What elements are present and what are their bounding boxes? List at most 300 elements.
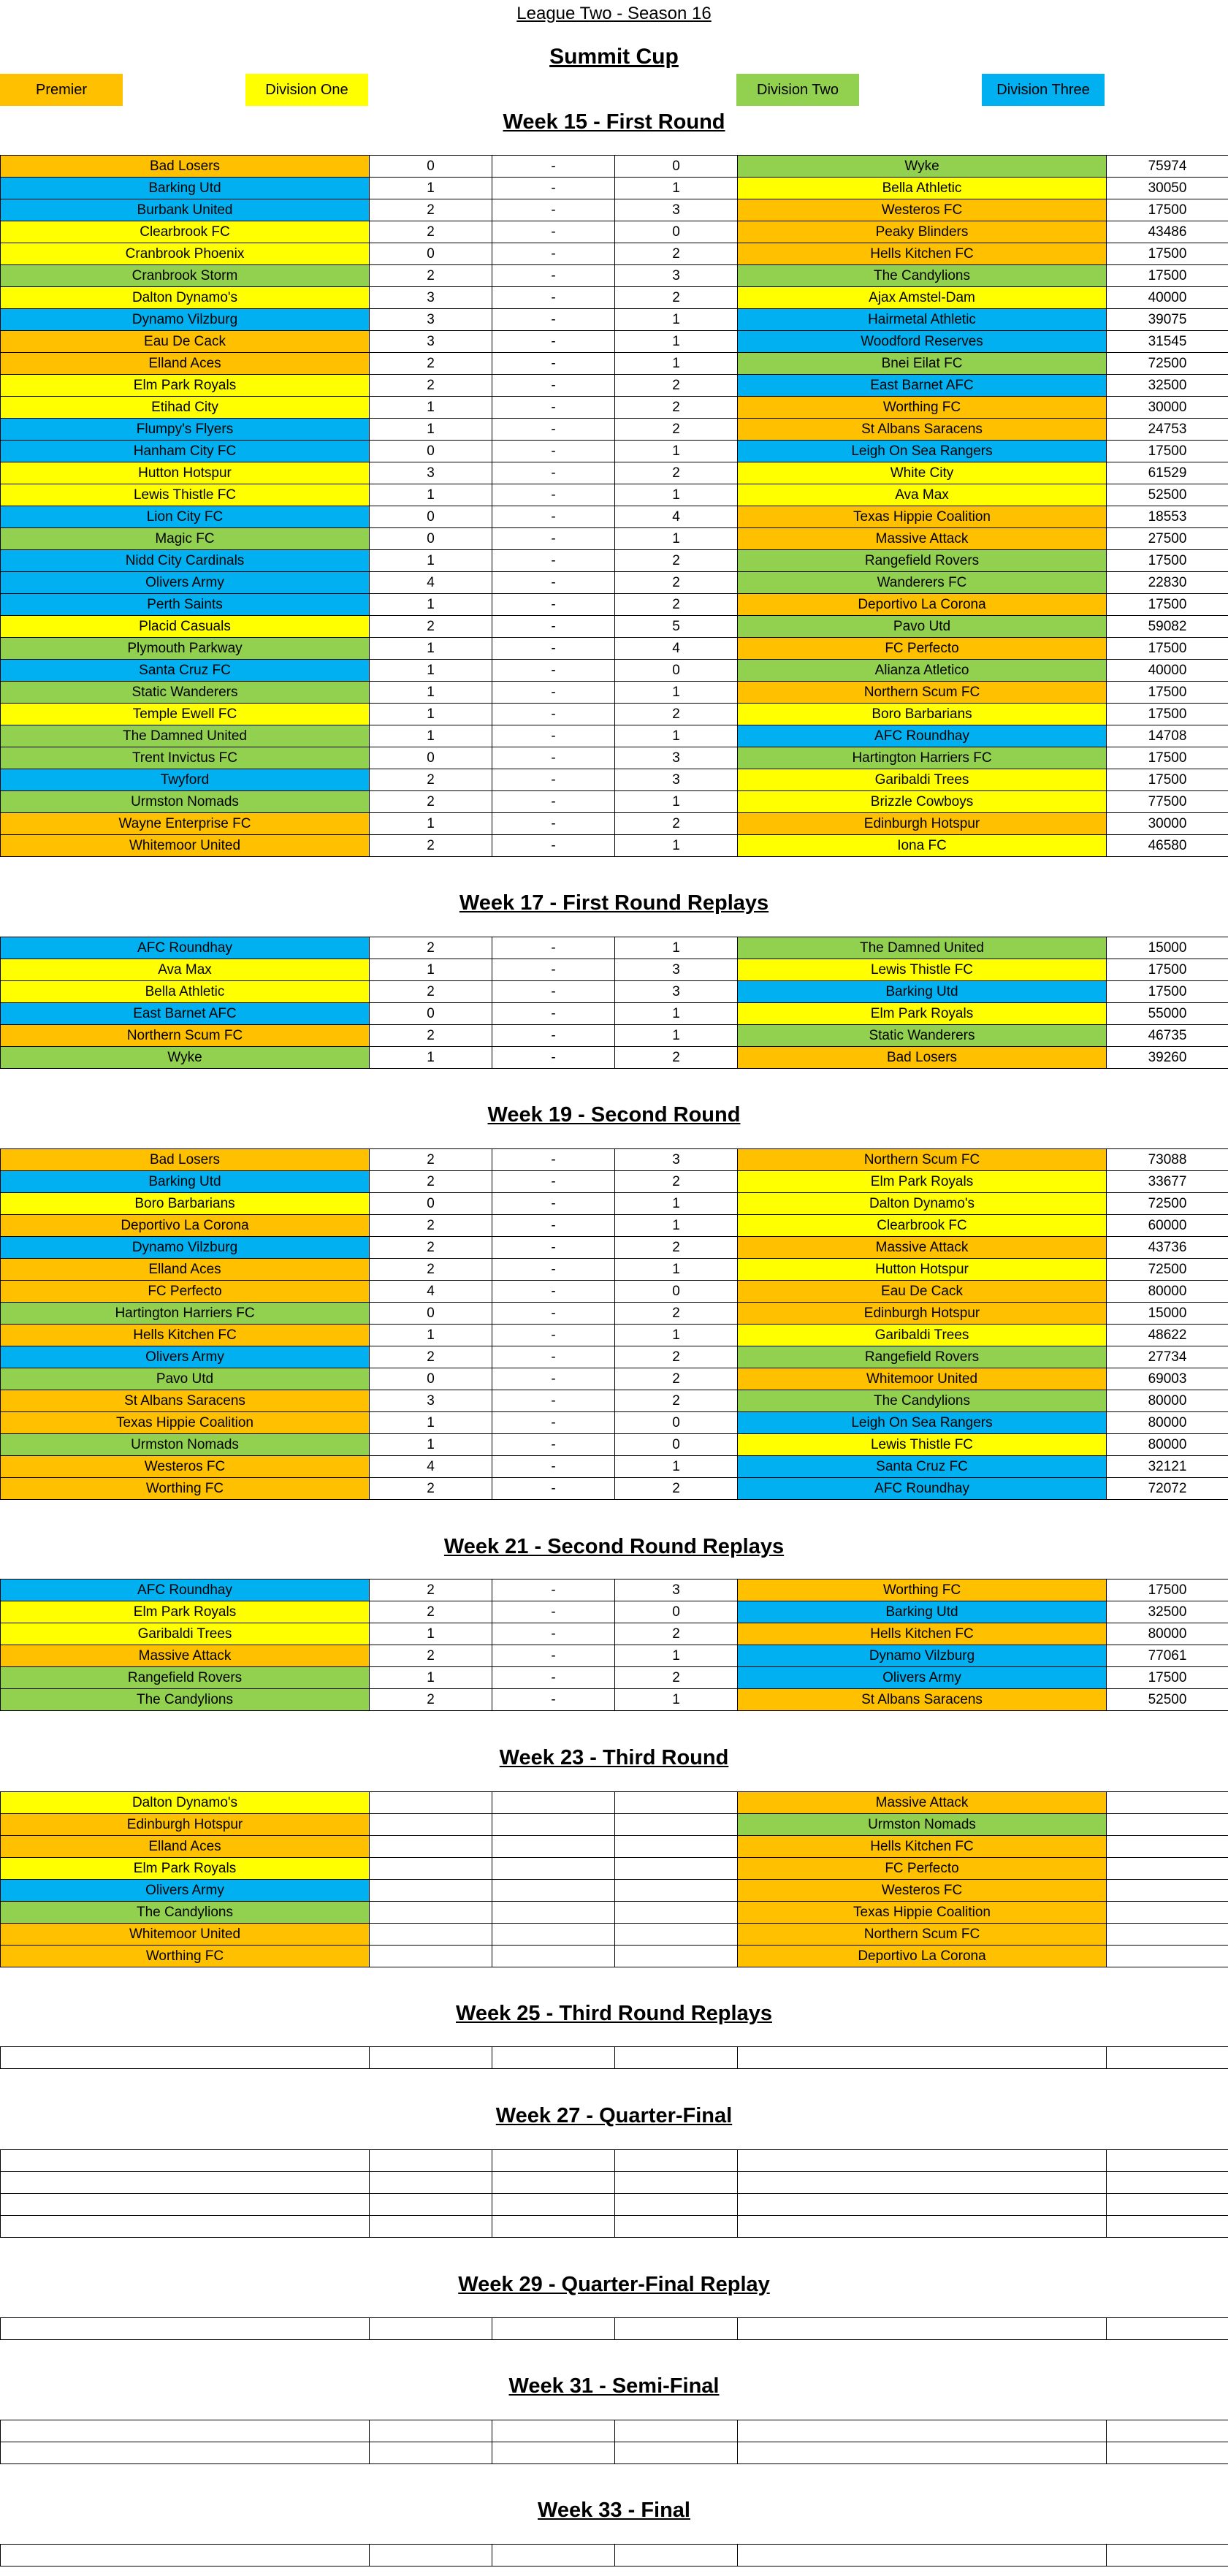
home-team-cell[interactable]: Elland Aces [1, 1836, 370, 1858]
home-score-cell[interactable] [370, 2318, 492, 2340]
attendance-cell[interactable]: 17500 [1107, 265, 1228, 287]
away-team-cell[interactable]: Edinburgh Hotspur [738, 1303, 1107, 1325]
away-score-cell[interactable] [615, 1858, 738, 1880]
away-score-cell[interactable]: 2 [615, 1667, 738, 1689]
away-score-cell[interactable] [615, 1792, 738, 1814]
score-separator-cell[interactable]: - [492, 1025, 615, 1047]
attendance-cell[interactable]: 43486 [1107, 221, 1228, 243]
away-score-cell[interactable]: 1 [615, 484, 738, 506]
away-score-cell[interactable]: 3 [615, 1579, 738, 1601]
home-score-cell[interactable]: 0 [370, 1368, 492, 1390]
home-score-cell[interactable]: 1 [370, 1623, 492, 1645]
score-separator-cell[interactable]: - [492, 1579, 615, 1601]
attendance-cell[interactable]: 32500 [1107, 1601, 1228, 1623]
away-team-cell[interactable] [738, 2194, 1107, 2216]
home-score-cell[interactable] [370, 2216, 492, 2238]
away-score-cell[interactable]: 2 [615, 1623, 738, 1645]
home-score-cell[interactable] [370, 2545, 492, 2567]
away-team-cell[interactable]: Santa Cruz FC [738, 1456, 1107, 1478]
home-score-cell[interactable]: 2 [370, 221, 492, 243]
home-score-cell[interactable]: 0 [370, 528, 492, 550]
home-score-cell[interactable] [370, 2420, 492, 2442]
home-team-cell[interactable] [1, 2150, 370, 2172]
home-team-cell[interactable]: AFC Roundhay [1, 1579, 370, 1601]
away-team-cell[interactable] [738, 2420, 1107, 2442]
score-separator-cell[interactable]: - [492, 1456, 615, 1478]
home-team-cell[interactable]: AFC Roundhay [1, 937, 370, 959]
home-team-cell[interactable] [1, 2172, 370, 2194]
attendance-cell[interactable] [1107, 1902, 1228, 1924]
away-team-cell[interactable]: St Albans Saracens [738, 419, 1107, 441]
home-team-cell[interactable]: Perth Saints [1, 594, 370, 616]
home-team-cell[interactable]: Flumpy's Flyers [1, 419, 370, 441]
away-team-cell[interactable]: The Candylions [738, 1390, 1107, 1412]
away-score-cell[interactable]: 0 [615, 660, 738, 682]
away-score-cell[interactable]: 0 [615, 156, 738, 178]
attendance-cell[interactable] [1107, 1946, 1228, 1967]
score-separator-cell[interactable]: - [492, 353, 615, 375]
attendance-cell[interactable]: 30000 [1107, 813, 1228, 835]
away-score-cell[interactable]: 1 [615, 835, 738, 857]
away-team-cell[interactable]: Leigh On Sea Rangers [738, 1412, 1107, 1434]
away-score-cell[interactable]: 1 [615, 937, 738, 959]
score-separator-cell[interactable]: - [492, 1047, 615, 1069]
home-score-cell[interactable]: 0 [370, 243, 492, 265]
away-score-cell[interactable]: 3 [615, 747, 738, 769]
away-team-cell[interactable]: Iona FC [738, 835, 1107, 857]
away-score-cell[interactable] [615, 1836, 738, 1858]
home-score-cell[interactable]: 1 [370, 638, 492, 660]
home-score-cell[interactable]: 1 [370, 682, 492, 704]
away-score-cell[interactable] [615, 1946, 738, 1967]
home-score-cell[interactable]: 1 [370, 704, 492, 725]
attendance-cell[interactable]: 72072 [1107, 1478, 1228, 1500]
attendance-cell[interactable] [1107, 2216, 1228, 2238]
away-team-cell[interactable]: Northern Scum FC [738, 682, 1107, 704]
away-score-cell[interactable]: 4 [615, 506, 738, 528]
home-team-cell[interactable]: Urmston Nomads [1, 1434, 370, 1456]
home-team-cell[interactable]: Worthing FC [1, 1478, 370, 1500]
away-score-cell[interactable]: 0 [615, 221, 738, 243]
attendance-cell[interactable] [1107, 2150, 1228, 2172]
away-team-cell[interactable]: Texas Hippie Coalition [738, 1902, 1107, 1924]
score-separator-cell[interactable]: - [492, 441, 615, 462]
score-separator-cell[interactable]: - [492, 1689, 615, 1711]
away-team-cell[interactable]: Texas Hippie Coalition [738, 506, 1107, 528]
attendance-cell[interactable]: 61529 [1107, 462, 1228, 484]
home-team-cell[interactable]: Elland Aces [1, 353, 370, 375]
attendance-cell[interactable]: 72500 [1107, 353, 1228, 375]
attendance-cell[interactable]: 33677 [1107, 1171, 1228, 1193]
attendance-cell[interactable]: 18553 [1107, 506, 1228, 528]
home-score-cell[interactable]: 2 [370, 1215, 492, 1237]
away-team-cell[interactable]: Lewis Thistle FC [738, 959, 1107, 981]
attendance-cell[interactable]: 72500 [1107, 1193, 1228, 1215]
score-separator-cell[interactable]: - [492, 791, 615, 813]
score-separator-cell[interactable] [492, 1814, 615, 1836]
home-team-cell[interactable]: The Damned United [1, 725, 370, 747]
home-team-cell[interactable] [1, 2420, 370, 2442]
away-score-cell[interactable]: 2 [615, 1303, 738, 1325]
away-score-cell[interactable]: 1 [615, 1645, 738, 1667]
attendance-cell[interactable]: 77500 [1107, 791, 1228, 813]
attendance-cell[interactable]: 46580 [1107, 835, 1228, 857]
away-score-cell[interactable] [615, 2047, 738, 2069]
away-score-cell[interactable]: 1 [615, 1193, 738, 1215]
away-score-cell[interactable]: 3 [615, 981, 738, 1003]
away-score-cell[interactable]: 1 [615, 1689, 738, 1711]
attendance-cell[interactable]: 75974 [1107, 156, 1228, 178]
home-team-cell[interactable]: Elm Park Royals [1, 1858, 370, 1880]
away-team-cell[interactable]: Massive Attack [738, 1237, 1107, 1259]
home-team-cell[interactable]: Wyke [1, 1047, 370, 1069]
away-score-cell[interactable]: 2 [615, 1478, 738, 1500]
home-team-cell[interactable]: FC Perfecto [1, 1281, 370, 1303]
home-team-cell[interactable] [1, 2216, 370, 2238]
home-score-cell[interactable] [370, 2172, 492, 2194]
away-score-cell[interactable]: 2 [615, 397, 738, 419]
score-separator-cell[interactable]: - [492, 1346, 615, 1368]
away-score-cell[interactable] [615, 2318, 738, 2340]
home-team-cell[interactable]: Bad Losers [1, 1149, 370, 1171]
score-separator-cell[interactable]: - [492, 1623, 615, 1645]
home-team-cell[interactable]: Nidd City Cardinals [1, 550, 370, 572]
home-score-cell[interactable]: 2 [370, 1237, 492, 1259]
away-team-cell[interactable]: Hells Kitchen FC [738, 243, 1107, 265]
home-team-cell[interactable]: Worthing FC [1, 1946, 370, 1967]
away-score-cell[interactable]: 2 [615, 419, 738, 441]
home-team-cell[interactable]: Northern Scum FC [1, 1025, 370, 1047]
away-score-cell[interactable]: 3 [615, 199, 738, 221]
away-team-cell[interactable]: Alianza Atletico [738, 660, 1107, 682]
home-score-cell[interactable]: 1 [370, 1047, 492, 1069]
home-team-cell[interactable]: Placid Casuals [1, 616, 370, 638]
away-score-cell[interactable]: 2 [615, 572, 738, 594]
away-team-cell[interactable]: Elm Park Royals [738, 1171, 1107, 1193]
away-score-cell[interactable]: 2 [615, 1390, 738, 1412]
away-score-cell[interactable]: 2 [615, 1237, 738, 1259]
away-score-cell[interactable]: 2 [615, 243, 738, 265]
score-separator-cell[interactable]: - [492, 1368, 615, 1390]
attendance-cell[interactable] [1107, 1814, 1228, 1836]
away-score-cell[interactable]: 2 [615, 704, 738, 725]
away-score-cell[interactable] [615, 2150, 738, 2172]
attendance-cell[interactable]: 60000 [1107, 1215, 1228, 1237]
home-team-cell[interactable]: Hutton Hotspur [1, 462, 370, 484]
away-score-cell[interactable]: 4 [615, 638, 738, 660]
home-team-cell[interactable]: Trent Invictus FC [1, 747, 370, 769]
attendance-cell[interactable]: 52500 [1107, 484, 1228, 506]
home-score-cell[interactable]: 2 [370, 616, 492, 638]
home-team-cell[interactable]: Rangefield Rovers [1, 1667, 370, 1689]
away-team-cell[interactable]: Wyke [738, 156, 1107, 178]
home-score-cell[interactable]: 4 [370, 1281, 492, 1303]
attendance-cell[interactable]: 31545 [1107, 331, 1228, 353]
home-team-cell[interactable]: Pavo Utd [1, 1368, 370, 1390]
away-team-cell[interactable]: Edinburgh Hotspur [738, 813, 1107, 835]
away-team-cell[interactable]: Hutton Hotspur [738, 1259, 1107, 1281]
away-score-cell[interactable]: 2 [615, 813, 738, 835]
away-score-cell[interactable]: 2 [615, 1368, 738, 1390]
score-separator-cell[interactable]: - [492, 638, 615, 660]
home-team-cell[interactable] [1, 2545, 370, 2567]
home-team-cell[interactable]: Twyford [1, 769, 370, 791]
attendance-cell[interactable]: 52500 [1107, 1689, 1228, 1711]
attendance-cell[interactable] [1107, 2545, 1228, 2567]
home-score-cell[interactable]: 2 [370, 1025, 492, 1047]
home-score-cell[interactable]: 1 [370, 1325, 492, 1346]
attendance-cell[interactable]: 30050 [1107, 178, 1228, 199]
home-score-cell[interactable]: 3 [370, 287, 492, 309]
attendance-cell[interactable]: 17500 [1107, 550, 1228, 572]
home-score-cell[interactable]: 1 [370, 660, 492, 682]
home-score-cell[interactable]: 1 [370, 419, 492, 441]
attendance-cell[interactable]: 30000 [1107, 397, 1228, 419]
score-separator-cell[interactable]: - [492, 937, 615, 959]
home-team-cell[interactable]: Whitemoor United [1, 835, 370, 857]
home-score-cell[interactable] [370, 1880, 492, 1902]
home-score-cell[interactable]: 2 [370, 1259, 492, 1281]
score-separator-cell[interactable] [492, 2442, 615, 2464]
score-separator-cell[interactable]: - [492, 1193, 615, 1215]
home-score-cell[interactable] [370, 2047, 492, 2069]
home-team-cell[interactable]: Urmston Nomads [1, 791, 370, 813]
home-score-cell[interactable]: 2 [370, 353, 492, 375]
score-separator-cell[interactable]: - [492, 397, 615, 419]
score-separator-cell[interactable] [492, 2545, 615, 2567]
away-team-cell[interactable]: Hairmetal Athletic [738, 309, 1107, 331]
away-team-cell[interactable]: Dynamo Vilzburg [738, 1645, 1107, 1667]
attendance-cell[interactable] [1107, 2420, 1228, 2442]
score-separator-cell[interactable]: - [492, 835, 615, 857]
score-separator-cell[interactable]: - [492, 769, 615, 791]
away-score-cell[interactable]: 1 [615, 353, 738, 375]
score-separator-cell[interactable] [492, 1858, 615, 1880]
attendance-cell[interactable]: 55000 [1107, 1003, 1228, 1025]
home-team-cell[interactable]: Texas Hippie Coalition [1, 1412, 370, 1434]
home-team-cell[interactable]: The Candylions [1, 1689, 370, 1711]
score-separator-cell[interactable]: - [492, 1215, 615, 1237]
score-separator-cell[interactable] [492, 2318, 615, 2340]
score-separator-cell[interactable] [492, 2216, 615, 2238]
home-score-cell[interactable]: 0 [370, 1003, 492, 1025]
home-score-cell[interactable]: 4 [370, 1456, 492, 1478]
home-score-cell[interactable] [370, 2194, 492, 2216]
home-score-cell[interactable]: 2 [370, 265, 492, 287]
away-score-cell[interactable]: 5 [615, 616, 738, 638]
home-team-cell[interactable]: Elland Aces [1, 1259, 370, 1281]
home-team-cell[interactable]: Dynamo Vilzburg [1, 309, 370, 331]
away-team-cell[interactable]: The Candylions [738, 265, 1107, 287]
home-score-cell[interactable]: 2 [370, 1601, 492, 1623]
away-score-cell[interactable]: 3 [615, 265, 738, 287]
away-team-cell[interactable]: Elm Park Royals [738, 1003, 1107, 1025]
away-score-cell[interactable]: 2 [615, 550, 738, 572]
home-score-cell[interactable]: 3 [370, 1390, 492, 1412]
score-separator-cell[interactable]: - [492, 309, 615, 331]
away-team-cell[interactable]: Hartington Harriers FC [738, 747, 1107, 769]
home-team-cell[interactable]: Garibaldi Trees [1, 1623, 370, 1645]
attendance-cell[interactable] [1107, 1880, 1228, 1902]
score-separator-cell[interactable]: - [492, 1478, 615, 1500]
attendance-cell[interactable]: 39075 [1107, 309, 1228, 331]
home-score-cell[interactable] [370, 1814, 492, 1836]
home-score-cell[interactable] [370, 1858, 492, 1880]
attendance-cell[interactable] [1107, 1836, 1228, 1858]
home-score-cell[interactable]: 2 [370, 1478, 492, 1500]
home-team-cell[interactable]: Dalton Dynamo's [1, 1792, 370, 1814]
home-score-cell[interactable] [370, 1792, 492, 1814]
attendance-cell[interactable]: 77061 [1107, 1645, 1228, 1667]
score-separator-cell[interactable]: - [492, 484, 615, 506]
score-separator-cell[interactable]: - [492, 550, 615, 572]
home-team-cell[interactable]: Dynamo Vilzburg [1, 1237, 370, 1259]
away-score-cell[interactable]: 3 [615, 769, 738, 791]
home-score-cell[interactable]: 2 [370, 835, 492, 857]
home-score-cell[interactable]: 1 [370, 178, 492, 199]
attendance-cell[interactable]: 14708 [1107, 725, 1228, 747]
away-team-cell[interactable]: Ajax Amstel-Dam [738, 287, 1107, 309]
away-team-cell[interactable] [738, 2442, 1107, 2464]
attendance-cell[interactable]: 59082 [1107, 616, 1228, 638]
attendance-cell[interactable]: 27734 [1107, 1346, 1228, 1368]
away-team-cell[interactable]: FC Perfecto [738, 638, 1107, 660]
score-separator-cell[interactable]: - [492, 682, 615, 704]
score-separator-cell[interactable]: - [492, 1003, 615, 1025]
away-score-cell[interactable]: 0 [615, 1281, 738, 1303]
away-team-cell[interactable]: Bnei Eilat FC [738, 353, 1107, 375]
home-score-cell[interactable]: 0 [370, 1193, 492, 1215]
attendance-cell[interactable] [1107, 2047, 1228, 2069]
attendance-cell[interactable]: 17500 [1107, 638, 1228, 660]
attendance-cell[interactable]: 27500 [1107, 528, 1228, 550]
home-score-cell[interactable]: 2 [370, 769, 492, 791]
score-separator-cell[interactable]: - [492, 1259, 615, 1281]
home-score-cell[interactable]: 3 [370, 462, 492, 484]
away-team-cell[interactable]: Garibaldi Trees [738, 769, 1107, 791]
score-separator-cell[interactable] [492, 1792, 615, 1814]
away-score-cell[interactable]: 1 [615, 1215, 738, 1237]
away-score-cell[interactable]: 2 [615, 1346, 738, 1368]
attendance-cell[interactable]: 43736 [1107, 1237, 1228, 1259]
home-score-cell[interactable]: 0 [370, 747, 492, 769]
attendance-cell[interactable]: 17500 [1107, 682, 1228, 704]
away-score-cell[interactable]: 2 [615, 594, 738, 616]
away-score-cell[interactable]: 1 [615, 1025, 738, 1047]
score-separator-cell[interactable]: - [492, 1645, 615, 1667]
away-team-cell[interactable]: Woodford Reserves [738, 331, 1107, 353]
score-separator-cell[interactable]: - [492, 704, 615, 725]
attendance-cell[interactable] [1107, 2194, 1228, 2216]
home-team-cell[interactable] [1, 2318, 370, 2340]
away-team-cell[interactable]: East Barnet AFC [738, 375, 1107, 397]
attendance-cell[interactable]: 73088 [1107, 1149, 1228, 1171]
away-team-cell[interactable]: Ava Max [738, 484, 1107, 506]
away-score-cell[interactable]: 1 [615, 441, 738, 462]
home-score-cell[interactable]: 2 [370, 199, 492, 221]
score-separator-cell[interactable] [492, 1880, 615, 1902]
home-team-cell[interactable] [1, 2047, 370, 2069]
home-score-cell[interactable] [370, 1836, 492, 1858]
away-score-cell[interactable]: 3 [615, 959, 738, 981]
home-score-cell[interactable]: 1 [370, 1412, 492, 1434]
score-separator-cell[interactable] [492, 1902, 615, 1924]
home-team-cell[interactable]: Lewis Thistle FC [1, 484, 370, 506]
attendance-cell[interactable]: 40000 [1107, 660, 1228, 682]
away-score-cell[interactable]: 2 [615, 1047, 738, 1069]
home-team-cell[interactable] [1, 2194, 370, 2216]
home-score-cell[interactable]: 1 [370, 1434, 492, 1456]
home-score-cell[interactable] [370, 2442, 492, 2464]
away-score-cell[interactable]: 2 [615, 462, 738, 484]
away-team-cell[interactable]: St Albans Saracens [738, 1689, 1107, 1711]
away-team-cell[interactable]: Worthing FC [738, 1579, 1107, 1601]
home-score-cell[interactable]: 2 [370, 1579, 492, 1601]
score-separator-cell[interactable]: - [492, 1237, 615, 1259]
home-score-cell[interactable]: 1 [370, 594, 492, 616]
home-score-cell[interactable]: 1 [370, 397, 492, 419]
attendance-cell[interactable]: 80000 [1107, 1434, 1228, 1456]
away-score-cell[interactable]: 1 [615, 1325, 738, 1346]
home-team-cell[interactable]: Olivers Army [1, 1346, 370, 1368]
away-score-cell[interactable]: 1 [615, 1003, 738, 1025]
home-team-cell[interactable]: Static Wanderers [1, 682, 370, 704]
attendance-cell[interactable] [1107, 2318, 1228, 2340]
away-team-cell[interactable]: Garibaldi Trees [738, 1325, 1107, 1346]
score-separator-cell[interactable]: - [492, 1434, 615, 1456]
away-team-cell[interactable]: Deportivo La Corona [738, 1946, 1107, 1967]
score-separator-cell[interactable]: - [492, 1601, 615, 1623]
score-separator-cell[interactable]: - [492, 1281, 615, 1303]
home-score-cell[interactable]: 2 [370, 937, 492, 959]
away-team-cell[interactable]: Dalton Dynamo's [738, 1193, 1107, 1215]
score-separator-cell[interactable]: - [492, 1325, 615, 1346]
home-team-cell[interactable]: Boro Barbarians [1, 1193, 370, 1215]
score-separator-cell[interactable]: - [492, 462, 615, 484]
score-separator-cell[interactable]: - [492, 747, 615, 769]
attendance-cell[interactable]: 15000 [1107, 1303, 1228, 1325]
home-team-cell[interactable]: Olivers Army [1, 572, 370, 594]
home-team-cell[interactable]: Massive Attack [1, 1645, 370, 1667]
home-score-cell[interactable]: 2 [370, 1149, 492, 1171]
score-separator-cell[interactable]: - [492, 156, 615, 178]
away-team-cell[interactable]: Lewis Thistle FC [738, 1434, 1107, 1456]
away-team-cell[interactable]: Bad Losers [738, 1047, 1107, 1069]
score-separator-cell[interactable]: - [492, 1171, 615, 1193]
home-score-cell[interactable]: 2 [370, 1645, 492, 1667]
score-separator-cell[interactable] [492, 1836, 615, 1858]
home-team-cell[interactable]: Eau De Cack [1, 331, 370, 353]
attendance-cell[interactable]: 80000 [1107, 1390, 1228, 1412]
away-score-cell[interactable]: 1 [615, 1259, 738, 1281]
away-team-cell[interactable]: Westeros FC [738, 1880, 1107, 1902]
home-score-cell[interactable]: 2 [370, 981, 492, 1003]
away-team-cell[interactable] [738, 2545, 1107, 2567]
away-score-cell[interactable]: 1 [615, 309, 738, 331]
score-separator-cell[interactable]: - [492, 375, 615, 397]
score-separator-cell[interactable]: - [492, 419, 615, 441]
away-score-cell[interactable]: 0 [615, 1601, 738, 1623]
away-score-cell[interactable] [615, 2194, 738, 2216]
score-separator-cell[interactable]: - [492, 1667, 615, 1689]
home-team-cell[interactable]: Hanham City FC [1, 441, 370, 462]
attendance-cell[interactable]: 72500 [1107, 1259, 1228, 1281]
home-score-cell[interactable]: 1 [370, 959, 492, 981]
away-team-cell[interactable]: Boro Barbarians [738, 704, 1107, 725]
score-separator-cell[interactable] [492, 1924, 615, 1946]
home-team-cell[interactable]: Burbank United [1, 199, 370, 221]
home-score-cell[interactable]: 1 [370, 1667, 492, 1689]
